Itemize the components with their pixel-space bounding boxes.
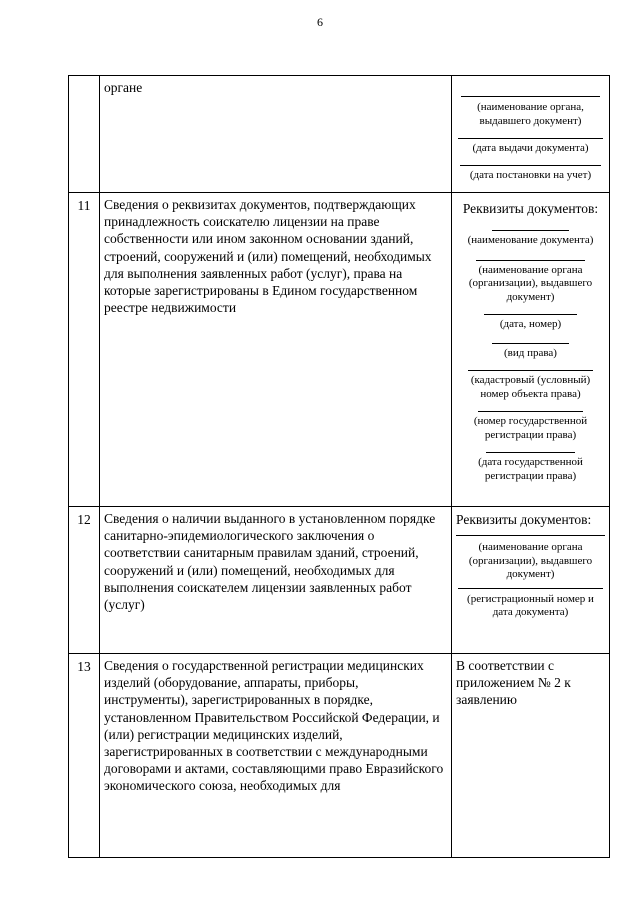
requisite-caption: (дата государственной регистрации права): [478, 456, 583, 482]
row-requisites: В соответствии с приложением № 2 к заявлению: [452, 654, 610, 858]
requisite-caption: (дата постановки на учет): [469, 168, 592, 181]
row-number: 13: [69, 654, 100, 858]
requisite-caption: (кадастровый (условный) номер объекта права): [470, 374, 591, 400]
row-description: Сведения о государственной регистрации медицинских изделий (оборудование, аппараты, приборы, инструменты), зарегистрированных в порядке, установленном Правительством Российской Федерации, и (или) регистрации медицинских изделий, зарегистрированных в соответствии с международными договорами и актами, составляющими право Евразийского экономического союза, необходимых для: [100, 654, 452, 858]
requisite-caption: (номер государственной регистрации права): [473, 415, 588, 441]
row-description: Сведения о наличии выданного в установленном порядке санитарно-эпидемиологического заключения о соответствии санитарным правилам зданий, строений, сооружений и (или) помещений, необходимых для выполнения соискателем лицензии заявленных работ (услуг): [100, 507, 452, 654]
row-requisites: [452, 193, 610, 507]
row-requisites: [452, 507, 610, 654]
row-number: 11: [69, 193, 100, 507]
requisite-caption: (наименование органа (организации), выдавшего документ): [468, 541, 593, 580]
page-number: 6: [317, 15, 323, 29]
table-row: [69, 507, 610, 654]
requisite-caption: (вид права): [504, 346, 557, 359]
row-requisites: [452, 76, 610, 193]
requisites-heading: Реквизиты документов:: [456, 512, 592, 527]
table-row: [69, 76, 610, 193]
requisite-caption: (наименование документа): [467, 234, 594, 246]
requisite-caption: (наименование органа (организации), выдавшего документ): [468, 263, 593, 303]
requisite-caption: (наименование органа, выдавшего документ): [477, 101, 584, 127]
requisite-caption: (регистрационный номер и дата документа): [467, 592, 594, 618]
requisite-caption: (дата, номер): [499, 318, 562, 330]
row-number: [69, 76, 100, 193]
row-description: органе: [100, 76, 452, 193]
row-number: 12: [69, 507, 100, 654]
requisites-heading: Реквизиты документов:: [462, 201, 599, 216]
table-row: [69, 193, 610, 507]
application-table: [68, 75, 610, 858]
row-description: Сведения о реквизитах документов, подтверждающих принадлежность соискателю лицензии на праве собственности или ином законном основании зданий, строений, сооружений и (или) помещений, необходимых для выполнения заявленных работ (услуг), права на которые зарегистрированы в Едином государственном реестре недвижимости: [100, 193, 452, 507]
requisite-caption: (дата выдачи документа): [472, 142, 589, 154]
table-row: [69, 654, 610, 858]
